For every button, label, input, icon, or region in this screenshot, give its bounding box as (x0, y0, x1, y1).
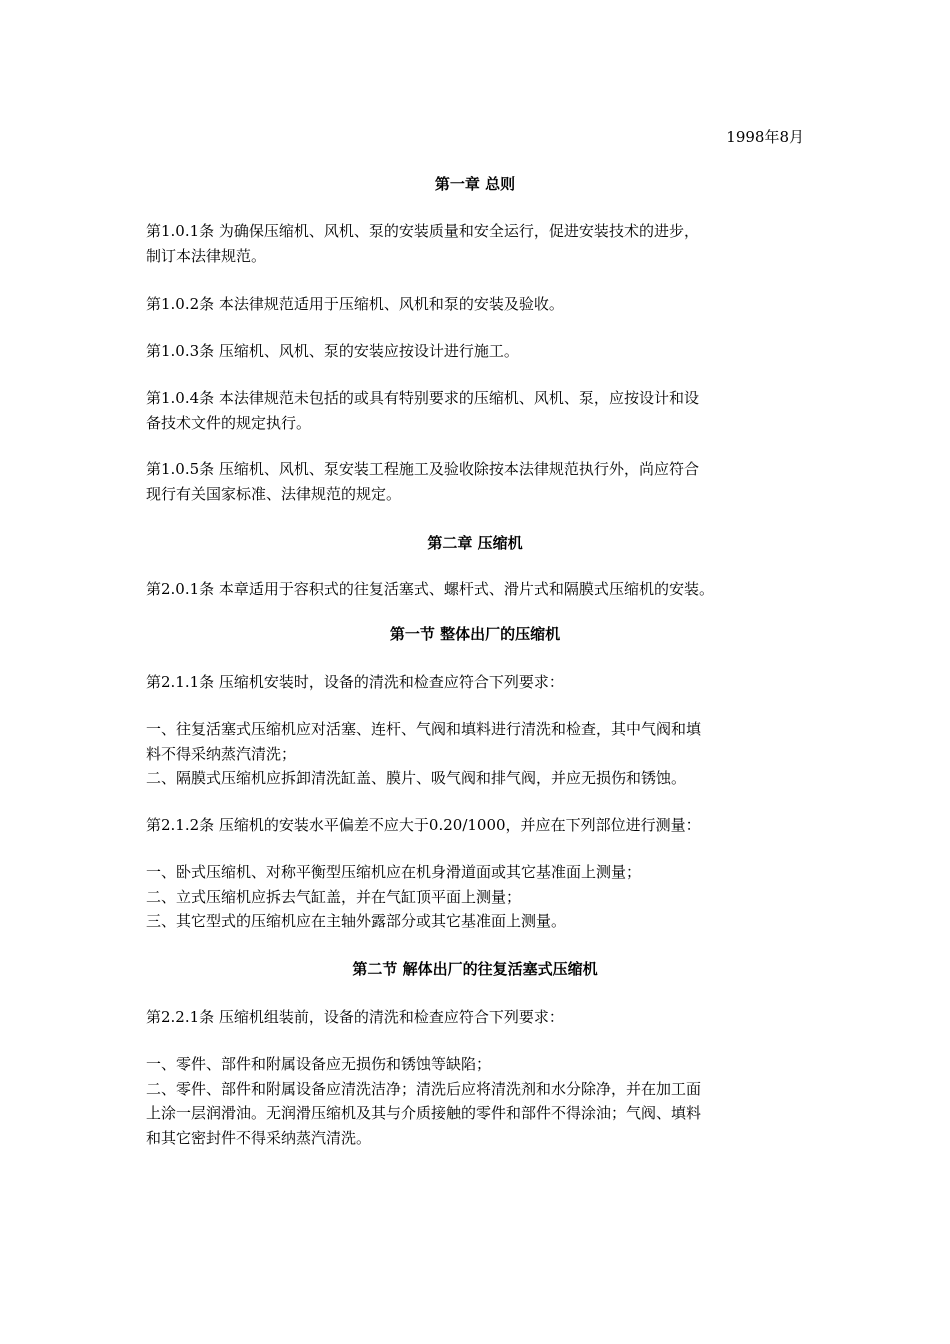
text-line: 第1.0.3条 压缩机、风机、泵的安装应按设计进行施工。 (146, 342, 519, 360)
article-2-2-1 (146, 1005, 816, 1030)
text-line: 第2.1.2条 压缩机的安装水平偏差不应大于0.20/1000，并应在下列部位进行测量： (146, 816, 701, 834)
article-2-2-1-items (146, 1052, 816, 1150)
chapter-2-heading: 第二章 压缩机 (427, 534, 523, 552)
text-line: 第2.0.1条 本章适用于容积式的往复活塞式、螺杆式、滑片式和隔膜式压缩机的安装。 (146, 580, 714, 598)
section-1-heading: 第一节 整体出厂的压缩机 (389, 625, 561, 643)
list-item: 一、零件、部件和附属设备应无损伤和锈蚀等缺陷； (146, 1055, 492, 1073)
list-item: 上涂一层润滑油。无润滑压缩机及其与介质接触的零件和部件不得涂油；气阀、填料 (146, 1104, 702, 1122)
document-date: 1998年8月 (726, 128, 804, 146)
article-2-1-1 (146, 670, 816, 695)
article-2-1-1-items (146, 717, 816, 791)
text-line: 备技术文件的规定执行。 (146, 413, 312, 432)
list-item: 二、零件、部件和附属设备应清洗洁净；清洗后应将清洗剂和水分除净，并在加工面 (146, 1079, 702, 1098)
text-line: 第2.1.1条 压缩机安装时，设备的清洗和检查应符合下列要求： (146, 673, 564, 691)
text-line: 第1.0.1条 为确保压缩机、风机、泵的安装质量和安全运行，促进安装技术的进步， (146, 222, 699, 240)
list-item: 一、卧式压缩机、对称平衡型压缩机应在机身滑道面或其它基准面上测量； (146, 863, 642, 881)
chapter-1-heading: 第一章 总则 (434, 175, 516, 193)
text-line: 第2.2.1条 压缩机组装前，设备的清洗和检查应符合下列要求： (146, 1008, 564, 1026)
text-line: 第1.0.5条 压缩机、风机、泵安装工程施工及验收除按本法律规范执行外，尚应符合 (146, 460, 699, 478)
list-item: 料不得采纳蒸汽清洗； (146, 744, 297, 763)
article-1-0-4 (146, 386, 816, 435)
text-line: 现行有关国家标准、法律规范的规定。 (146, 484, 402, 503)
list-item: 三、其它型式的压缩机应在主轴外露部分或其它基准面上测量。 (146, 912, 567, 930)
list-item: 二、隔膜式压缩机应拆卸清洗缸盖、膜片、吸气阀和排气阀，并应无损伤和锈蚀。 (146, 769, 687, 787)
section-2-heading: 第二节 解体出厂的往复活塞式压缩机 (352, 960, 598, 978)
text-line: 制订本法律规范。 (146, 246, 267, 265)
list-item: 和其它密封件不得采纳蒸汽清洗。 (146, 1128, 372, 1147)
article-1-0-3 (146, 339, 816, 364)
article-1-0-5 (146, 457, 816, 506)
list-item: 二、立式压缩机应拆去气缸盖，并在气缸顶平面上测量； (146, 887, 522, 906)
article-1-0-2 (146, 292, 816, 317)
article-2-1-2-items (146, 860, 816, 934)
text-line: 第1.0.4条 本法律规范未包括的或具有特别要求的压缩机、风机、泵，应按设计和设 (146, 389, 699, 407)
list-item: 一、往复活塞式压缩机应对活塞、连杆、气阀和填料进行清洗和检查，其中气阀和填 (146, 720, 702, 738)
article-2-1-2 (146, 813, 816, 838)
text-line: 第1.0.2条 本法律规范适用于压缩机、风机和泵的安装及验收。 (146, 295, 564, 313)
article-2-0-1 (146, 577, 816, 602)
article-1-0-1 (146, 219, 816, 268)
